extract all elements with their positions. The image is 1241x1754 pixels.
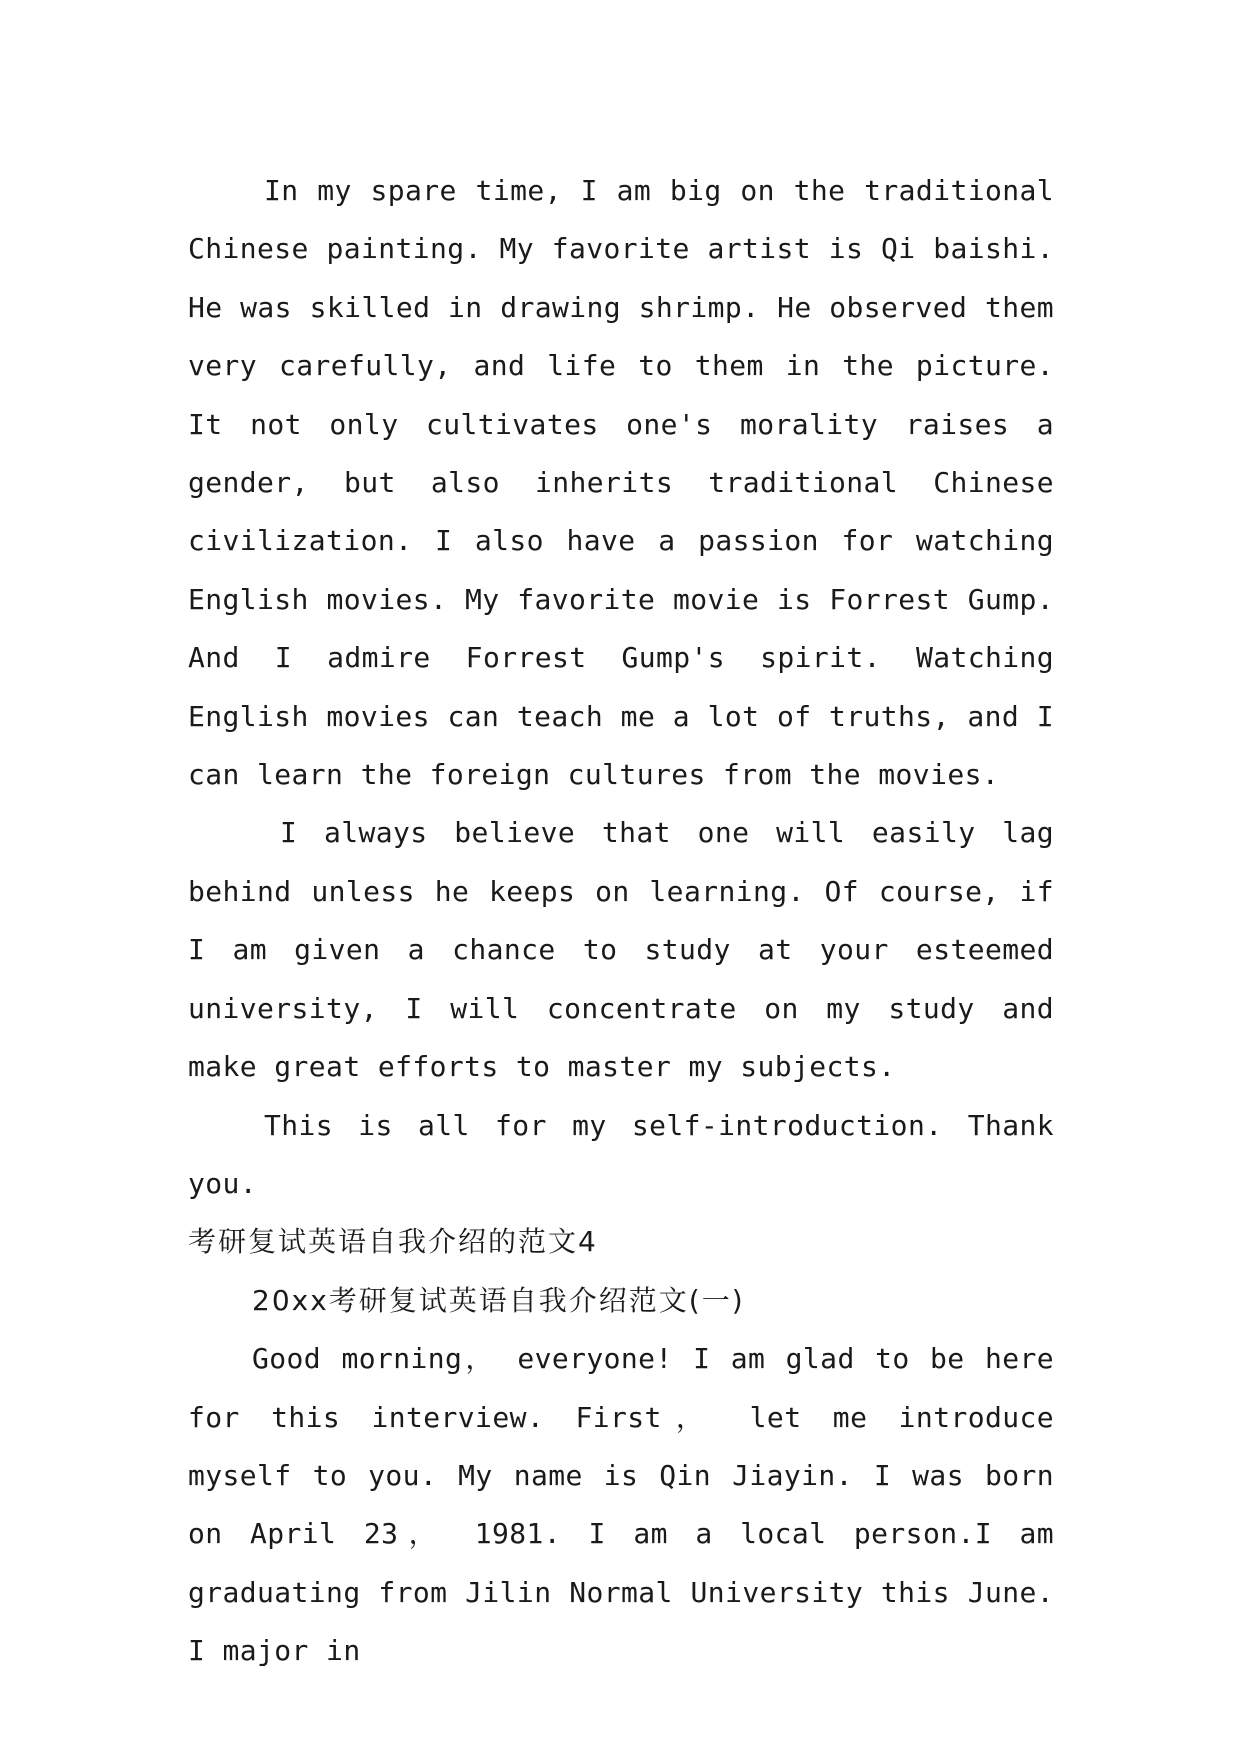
paragraph-hobbies: In my spare time, I am big on the traditional Chinese painting. My favorite artist is Qi baishi. He was skilled in drawing shrimp. He observed them very carefully, and life to them in the picture. It not only cultivates one's morality raises a gender, but also inherits traditional Chinese civilization. I also have a passion for watching English movies. My favorite movie is Forrest Gump. And I admire Forrest Gump's spirit. Watching English movies can teach me a lot of truths, and I can learn the foreign cultures from the movies. (188, 174, 1054, 792)
sub-heading: 20xx考研复试英语自我介绍范文(一) (252, 1283, 745, 1317)
document-body (188, 162, 1054, 1681)
section-heading: 考研复试英语自我介绍的范文4 (188, 1225, 598, 1259)
paragraph-learning: I always believe that one will easily lag behind unless he keeps on learning. Of course, if I am given a chance to study at your esteemed university, I will concentrate on my study and make great efforts to master my subjects. (188, 816, 1054, 1084)
paragraph-closing: This is all for my self-introduction. Thank you. (188, 1108, 1054, 1200)
paragraph-greeting: Good morning， everyone! I am glad to be here for this interview. First， let me introduce myself to you. My name is Qin Jiayin. I was born on April 23， 1981. I am a local person.I am graduating from Jilin Normal University this June. I major in (188, 1342, 1054, 1668)
